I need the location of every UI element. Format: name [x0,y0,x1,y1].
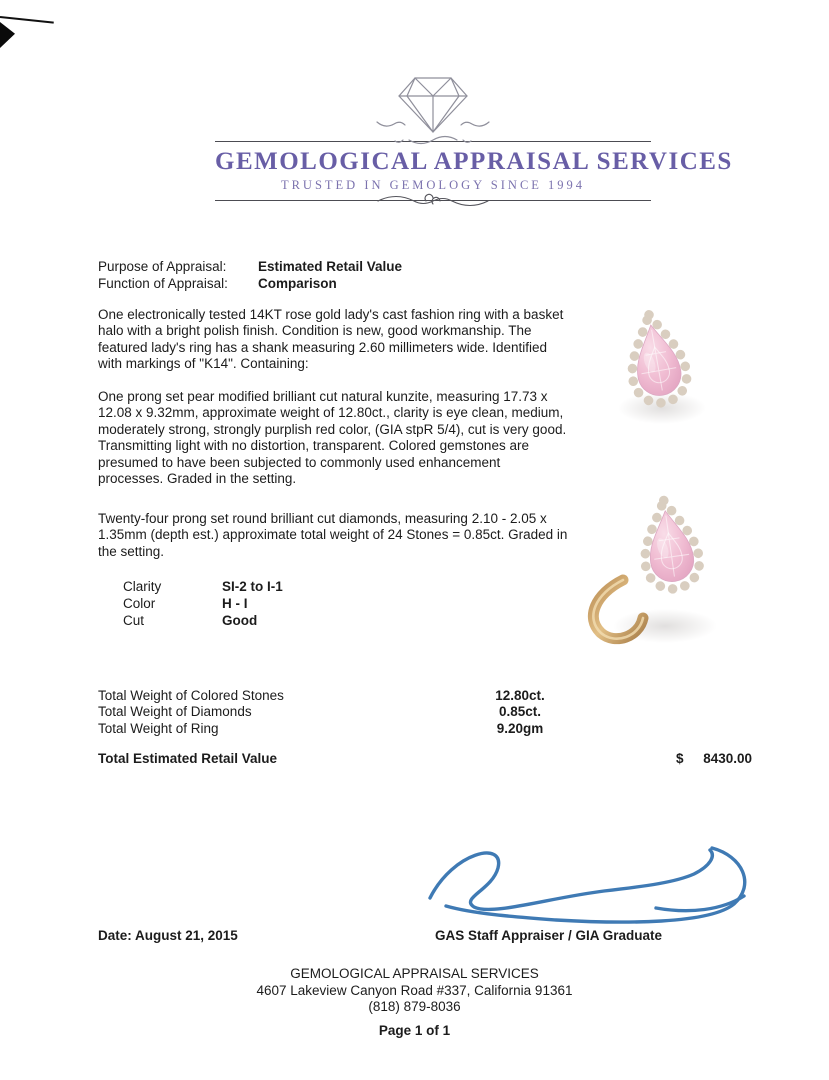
function-label: Function of Appraisal: [98,275,228,291]
grading-row-color [123,595,283,612]
grading-row-cut [123,612,283,629]
diamond-logo-icon [373,70,493,148]
appraiser-title: GAS Staff Appraiser / GIA Graduate [435,928,663,943]
function-row [98,276,568,293]
purpose-label: Purpose of Appraisal: [98,259,227,274]
footer-org-name: GEMOLOGICAL APPRAISAL SERVICES [290,966,539,981]
function-value: Comparison [258,275,337,291]
tagline: TRUSTED IN GEMOLOGY SINCE 1994 [280,178,586,192]
retail-value-amount: 8430.00 [703,751,752,766]
signature-image [408,836,778,936]
weight-totals-table [98,688,578,737]
color-value: H - I [222,596,248,611]
page-number: Page 1 of 1 [378,1022,451,1038]
letterhead [215,70,733,201]
purpose-value: Estimated Retail Value [258,259,403,274]
colored-stones-value: 12.80ct. [495,688,545,703]
footer-address: 4607 Lakeview Canyon Road #337, California 91361 [256,982,573,998]
footer [0,966,829,1039]
ring-weight-label: Total Weight of Ring [98,720,219,736]
ring-weight-value: 9.20gm [496,720,544,736]
total-row-colored-stones [98,688,578,704]
appraisal-date: Date: August 21, 2015 [98,928,238,943]
org-name: GEMOLOGICAL APPRAISAL SERVICES [215,148,733,175]
total-estimated-retail-value-row [98,751,778,769]
diamonds-weight-label: Total Weight of Diamonds [98,704,252,720]
cut-label: Cut [123,613,145,628]
clarity-value: SI-2 to I-1 [222,579,283,594]
colored-stones-label: Total Weight of Colored Stones [98,688,284,703]
scan-artifact [0,22,15,48]
grading-row-clarity [123,578,283,595]
total-row-diamonds [98,704,578,720]
ring-photo-angled-view [583,486,743,656]
scan-artifact-line [0,16,54,24]
signature-caption-row [0,928,829,946]
color-label: Color [123,596,156,611]
header-rule-top [215,141,651,142]
description-paragraph-kunzite: One prong set pear modified brilliant cut natural kunzite, measuring 17.73 x 12.08 x 9.32mm, approximate weight of 12.80ct., clarity is eye clean, medium, moderately strong, strongly purplish red color, (GIA stpR 5/4), cut is very good. Transmitting light with no distortion, transparent. Colored gemstones are presumed to have been subjected to commonly used enhancement processes. Graded in the setting. [98,389,567,487]
description-paragraph-diamonds: Twenty-four prong set round brilliant cut diamonds, measuring 2.10 - 2.05 x 1.35mm (depth est.) approximate total weight of 24 Stones = 0.85ct. Graded in the setting. [98,511,568,559]
footer-phone: (818) 879-8036 [368,999,461,1014]
diamond-grading-table [123,578,283,629]
description-paragraph-ring: One electronically tested 14KT rose gold lady's cast fashion ring with a basket halo with a bright polish finish. Condition is new, good workmanship. The featured lady's ring has a shank measuring 2.60 millimeters wide. Identified with markings of "K14". Containing: [98,307,564,372]
purpose-row [98,259,568,276]
clarity-label: Clarity [123,579,162,594]
appraisal-meta [98,259,568,292]
retail-value-label: Total Estimated Retail Value [98,751,278,766]
diamonds-weight-value: 0.85ct. [498,704,542,720]
ring-photo-top-view [588,292,728,432]
cut-value: Good [222,613,258,628]
currency-symbol: $ [676,751,684,766]
total-row-ring [98,721,578,737]
